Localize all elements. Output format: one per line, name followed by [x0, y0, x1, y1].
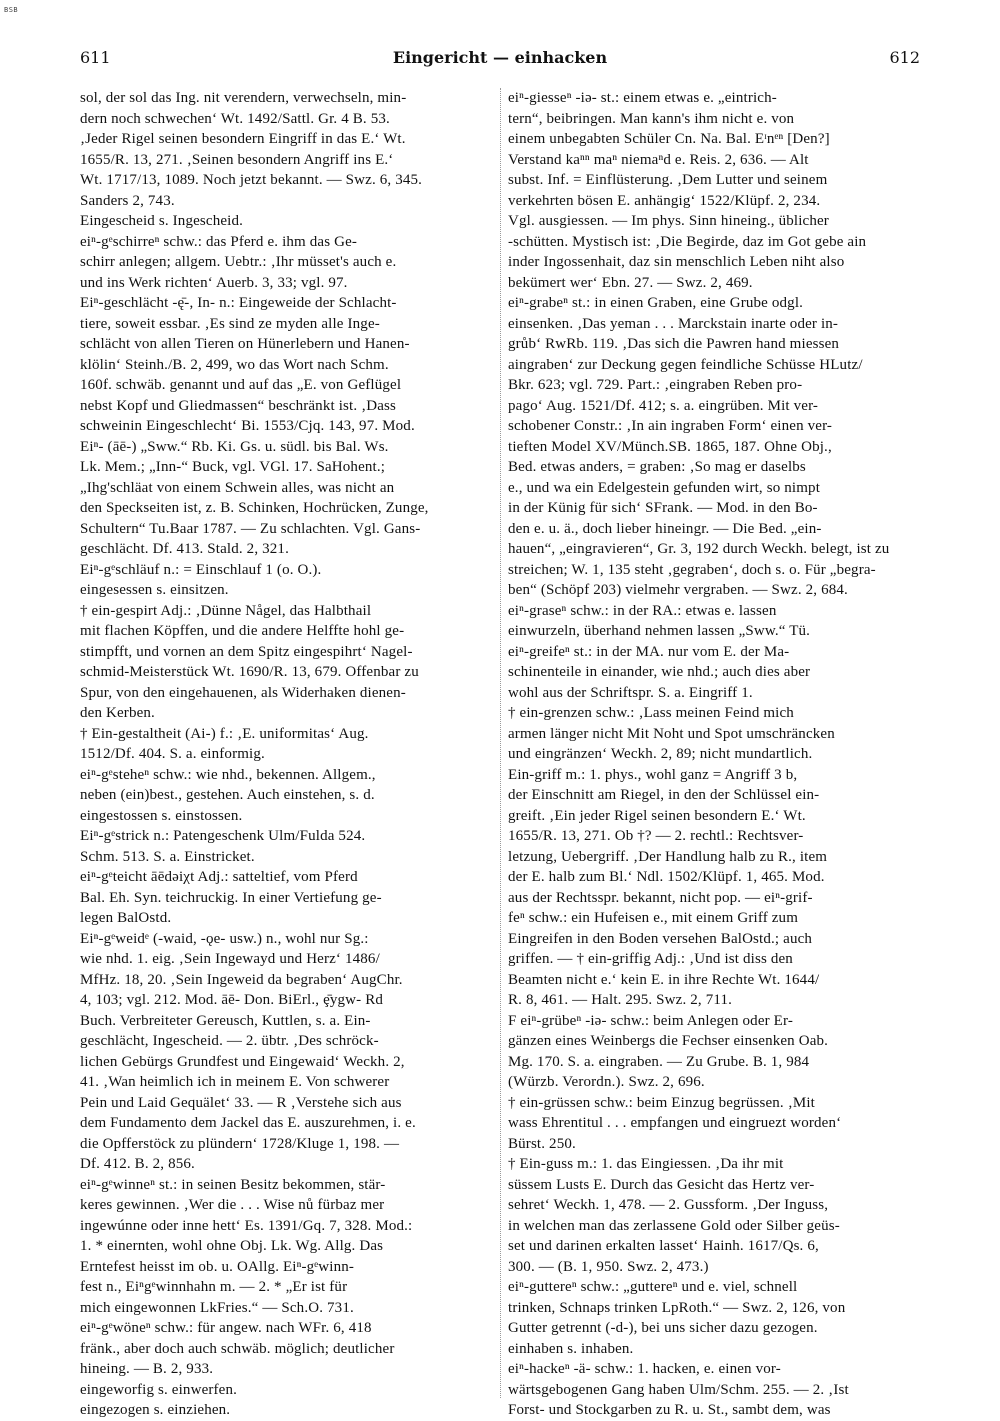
text-line: geschlächt, Ingescheid. — 2. übtr. ‚Des schröck-: [80, 1033, 379, 1049]
text-line: † Ein-guss m.: 1. das Eingiessen. ‚Da ihr mit: [508, 1156, 784, 1172]
text-line: sehret‘ Weckh. 1, 478. — 2. Gussform. ‚Der Inguss,: [508, 1197, 829, 1213]
text-line: tieften Model XV/Münch.SB. 1865, 187. Ohne Obj.,: [508, 438, 832, 455]
text-line: geschlächt. Df. 413. Stald. 2, 321.: [80, 541, 289, 557]
text-line: eiⁿ-gᵉteicht āēdəiχt Adj.: satteltief, vom Pferd: [80, 869, 358, 885]
text-line: schmid-Meisterstück Wt. 1690/R. 13, 679. Offenbar zu: [80, 664, 419, 680]
text-line: R. 8, 461. — Halt. 295. Swz. 2, 711.: [508, 992, 733, 1008]
text-line: feⁿ schw.: ein Hufeisen e., mit einem Griff zum: [508, 910, 799, 926]
text-line: Eiⁿ-gᵉweidᵉ (-waid, -ǫe- usw.) n., wohl nur Sg.:: [80, 930, 369, 947]
text-line: legen BalOstd.: [80, 910, 172, 926]
text-line: 160f. schwäb. genannt und auf das „E. von Geflügel: [80, 377, 402, 393]
text-line: Eiⁿ-gᵉstrick n.: Patengeschenk Ulm/Fulda 524.: [80, 828, 366, 844]
text-line: letzung, Uebergriff. ‚Der Handlung halb zu R., item: [508, 848, 828, 865]
text-line: e., und wa ein Edelgestein gefunden wirt, so nimpt: [508, 479, 821, 496]
right-column: [508, 88, 920, 1421]
text-line: eiⁿ-gᵉwinneⁿ st.: in seinen Besitz bekommen, stär-: [80, 1176, 386, 1193]
text-line: Verstand kaⁿⁿ maⁿ niemaⁿd e. Reis. 2, 636. — Alt: [508, 151, 809, 168]
text-line: fest n., Eiⁿgᵉwinnhahn m. — 2. * „Er ist für: [80, 1279, 348, 1295]
text-line: griffen. — † ein-griffig Adj.: ‚Und ist diss den: [508, 951, 793, 967]
text-line: eiⁿ-graseⁿ schw.: in der RA.: etwas e. lassen: [508, 602, 777, 619]
text-line: hauen“, „eingravieren“, Gr. 3, 192 durch Weckh. belegt, ist zu: [508, 541, 890, 557]
text-line: den Kerben.: [80, 705, 155, 721]
text-line: trinken, Schnaps trinken LpRoth.“ — Swz. 2, 126, von: [508, 1299, 846, 1316]
text-line: wärtsgebogenen Gang haben Ulm/Schm. 255. — 2. ‚Ist: [508, 1381, 849, 1398]
text-line: 41. ‚Wan heimlich ich in meinem E. Von schwerer: [80, 1074, 390, 1090]
text-line: wie nhd. 1. eig. ‚Sein Ingewayd und Herz‘ 1486/: [80, 951, 380, 967]
text-line: eingestossen s. einstossen.: [80, 807, 243, 824]
text-line: schinenteile in einander, wie nhd.; auch dies aber: [508, 664, 811, 680]
text-line: Bed. etwas anders, = graben: ‚So mag er daselbs: [508, 459, 806, 475]
text-line: Schultern“ Tu.Baar 1787. — Zu schlachten. Vgl. Gans-: [80, 520, 421, 537]
page-header: [80, 48, 920, 72]
text-line: set und darinen erkalten lasset‘ Hainh. 1617/Qs. 6,: [508, 1238, 819, 1254]
text-line: lichen Gebürgs Grundfest und Eingewaid‘ Weckh. 2,: [80, 1053, 405, 1070]
text-line: Beamten nicht e.‘ kein E. in ihre Rechte Wt. 1644/: [508, 971, 820, 988]
text-line: der E. halb zum Bl.‘ Ndl. 1502/Klüpf. 1, 465. Mod.: [508, 869, 825, 885]
text-line: aingraben‘ zur Deckung gegen feindliche Schüsse HLutz/: [508, 356, 863, 373]
text-line: F eiⁿ-grübeⁿ -iə- schw.: beim Anlegen oder Er-: [508, 1012, 793, 1029]
text-line: Spur, von den eingehauenen, als Widerhaken dienen-: [80, 684, 406, 701]
text-line: Pein und Laid Gequälet‘ 33. — R ‚Verstehe sich aus: [80, 1094, 402, 1111]
text-line: und eingränzen‘ Weckh. 2, 89; nicht mundartlich.: [508, 746, 813, 762]
text-line: † ein-gespirt Adj.: ‚Dünne Någel, das Halbthail: [80, 602, 372, 619]
text-line: dem Fundamento dem Jackel das E. auszurehmen, i. e.: [80, 1115, 416, 1131]
text-line: einsenken. ‚Das yeman . . . Marckstain inarte oder in-: [508, 315, 839, 332]
text-line: keres gewinnen. ‚Wer die . . . Wise nů fürbaz mer: [80, 1197, 385, 1213]
text-line: „Ihg'schläat von einem Schwein alles, was nicht an: [80, 479, 395, 496]
text-line: süssem Lusts E. Durch das Gesicht das Hertz ver-: [508, 1176, 815, 1193]
text-line: Lk. Mem.; „Inn-“ Buck, vgl. VGl. 17. SaHohent.;: [80, 459, 386, 475]
text-line: Bal. Eh. Syn. teichruckig. In einer Vertiefung ge-: [80, 889, 382, 906]
text-line: Buch. Verbreiteter Gereusch, Kuttlen, s. a. Ein-: [80, 1012, 371, 1029]
text-line: sol, der sol das Ing. nit verendern, verwechseln, min-: [80, 90, 407, 106]
text-line: grůb‘ RwRb. 119. ‚Das sich die Pawren hand miessen: [508, 336, 840, 352]
text-line: eingesessen s. einsitzen.: [80, 582, 229, 598]
text-line: wass Ehrentitul . . . empfangen und eingruezt worden‘: [508, 1115, 842, 1131]
text-line: tiere, soweit essbar. ‚Es sind ze myden alle Inge-: [80, 315, 380, 332]
text-line: subst. Inf. = Einflüsterung. ‚Dem Lutter und seinem: [508, 172, 828, 188]
text-line: greift. ‚Ein jeder Rigel seinen besondern E.‘ Wt.: [508, 807, 806, 824]
text-line: Eingreifen in den Boden versehen BalOstd.; auch: [508, 930, 813, 947]
text-line: Mg. 170. S. a. eingraben. — Zu Grube. B. 1, 984: [508, 1053, 810, 1070]
text-line: stimpfft, und vornen an dem Spitz eingespihrt‘ Nagel-: [80, 643, 413, 660]
text-line: tern“, beibringen. Man kann's ihm nicht e. von: [508, 110, 795, 127]
text-line: klölin‘ Steinh./B. 2, 499, wo das Wort nach Schm.: [80, 356, 389, 373]
text-line: den e. u. ä., doch lieber hineingr. — Die Bed. „ein-: [508, 520, 822, 537]
page-number-right: 612: [889, 48, 920, 67]
text-line: eiⁿ-hackeⁿ -ä- schw.: 1. hacken, e. einen vor-: [508, 1361, 781, 1377]
text-line: Eiⁿ- (āē-) „Sww.“ Rb. Ki. Gs. u. südl. bis Bal. Ws.: [80, 438, 389, 455]
text-line: Vgl. ausgiessen. — Im phys. Sinn hineing., üblicher: [508, 213, 829, 229]
text-line: armen länger nicht Mit Noht und Spot umschräncken: [508, 725, 835, 742]
text-line: fränk., aber doch auch schwäb. möglich; deutlicher: [80, 1340, 395, 1357]
text-line: in welchen man das zerlassene Gold oder Silber geüs-: [508, 1217, 840, 1234]
text-line: schlächt von allen Tieren on Hünerlebern und Hanen-: [80, 336, 410, 352]
text-line: Forst- und Stockgarben zu R. u. St., sambt dem, was: [508, 1402, 831, 1418]
text-line: mit flachen Köpffen, und die andere Helffte hohl ge-: [80, 623, 405, 639]
text-line: gänzen eines Weinbergs die Fechser einsenken Oab.: [508, 1033, 829, 1049]
text-line: † ein-grenzen schw.: ‚Lass meinen Feind mich: [508, 705, 794, 721]
text-line: eiⁿ-gᵉsteheⁿ schw.: wie nhd., bekennen. Allgem.,: [80, 766, 376, 783]
text-line: ben“ (Schöpf 203) vielmehr vergraben. — Swz. 2, 684.: [508, 582, 848, 598]
text-line: dern noch schwechen‘ Wt. 1492/Sattl. Gr. 4 B. 53.: [80, 110, 390, 127]
text-line: den Speckseiten ist, z. B. Schinken, Hochrücken, Zunge,: [80, 500, 429, 516]
text-line: MfHz. 18, 20. ‚Sein Ingeweid da begraben‘ AugChr.: [80, 971, 403, 988]
page-number-left: 611: [80, 48, 111, 67]
text-line: der Einschnitt am Riegel, in den der Schlüssel ein-: [508, 787, 820, 803]
text-line: bekümert wer‘ Ebn. 27. — Swz. 2, 469.: [508, 274, 753, 291]
text-line: Bkr. 623; vgl. 729. Part.: ‚eingraben Reben pro-: [508, 377, 803, 393]
text-line: schirr anlegen; allgem. Uebtr.: ‚Ihr müsset's auch e.: [80, 254, 397, 270]
text-line: eiⁿ-gᵉwöneⁿ schw.: für angew. nach WFr. 6, 418: [80, 1320, 372, 1336]
text-line: eingeworfig s. einwerfen.: [80, 1381, 238, 1398]
text-line: Erntefest heisst im ob. u. OAllg. Eiⁿ-gᵉwinn-: [80, 1258, 355, 1275]
text-line: eiⁿ-gᵉschirreⁿ schw.: das Pferd e. ihm das Ge-: [80, 233, 358, 250]
text-line: Eingescheid s. Ingescheid.: [80, 213, 244, 229]
text-line: Bürst. 250.: [508, 1135, 576, 1152]
text-line: Sanders 2, 743.: [80, 192, 175, 209]
text-line: (Würzb. Verordn.). Swz. 2, 696.: [508, 1074, 705, 1090]
text-line: Ein-griff m.: 1. phys., wohl ganz = Angriff 3 b,: [508, 766, 798, 783]
text-line: eiⁿ-greifeⁿ st.: in der MA. nur vom E. der Ma-: [508, 643, 790, 660]
text-line: eingezogen s. einziehen.: [80, 1402, 231, 1418]
text-line: eiⁿ-giesseⁿ -iə- st.: einem etwas e. „eintrich-: [508, 90, 777, 106]
text-line: Gutter getrennt (-d-), bei uns sicher dazu gezogen.: [508, 1320, 818, 1336]
text-line: inder Ingossenhait, daz sin menschlich Leben niht also: [508, 254, 845, 270]
text-line: 4, 103; vgl. 212. Mod. āē- Don. BiErl., ȩ̄ygw- Rd: [80, 992, 384, 1008]
text-line: ingewúnne oder inne hett‘ Es. 1391/Gq. 7, 328. Mod.:: [80, 1217, 413, 1234]
text-line: in der Künig für sich‘ SFrank. — Mod. in den Bo-: [508, 500, 818, 516]
text-line: und ins Werk richten‘ Auerb. 3, 33; vgl. 97.: [80, 274, 348, 291]
text-line: verkehrten bösen E. anhängig‘ 1522/Klüpf. 2, 234.: [508, 192, 821, 209]
text-line: eiⁿ-grabeⁿ st.: in einen Graben, eine Grube odgl.: [508, 295, 804, 311]
library-stamp: BSB: [4, 6, 19, 14]
text-line: hineing. — B. 2, 933.: [80, 1361, 214, 1377]
column-divider: [500, 88, 501, 1398]
text-line: 300. — (B. 1, 950. Swz. 2, 473.): [508, 1258, 709, 1275]
text-line: 1655/R. 13, 271. Ob †? — 2. rechtl.: Rechtsver-: [508, 828, 804, 844]
text-line: 1655/R. 13, 271. ‚Seinen besondern Angriff ins E.‘: [80, 151, 394, 168]
text-line: eiⁿ-guttereⁿ schw.: „guttereⁿ und e. viel, schnell: [508, 1279, 798, 1295]
text-line: neben (ein)best., gestehen. Auch einstehen, s. d.: [80, 787, 375, 803]
text-line: nebst Kopf und Gliedmassen“ beschränkt ist. ‚Dass: [80, 397, 397, 414]
text-line: schobener Constr.: ‚In ain ingraben Form‘ einen ver-: [508, 418, 833, 434]
text-line: einhaben s. inhaben.: [508, 1340, 634, 1357]
text-line: einwurzeln, überhand nehmen lassen „Sww.“ Tü.: [508, 623, 811, 639]
text-line: † ein-grüssen schw.: beim Einzug begrüssen. ‚Mit: [508, 1094, 816, 1111]
text-line: Df. 412. B. 2, 856.: [80, 1156, 195, 1172]
text-line: die Opfferstöck zu plündern‘ 1728/Kluge 1, 198. —: [80, 1135, 400, 1152]
left-column: [80, 88, 500, 1421]
text-line: Wt. 1717/13, 1089. Noch jetzt bekannt. — Swz. 6, 345.: [80, 172, 423, 188]
text-line: pago‘ Aug. 1521/Df. 412; s. a. eingrüben. Mit ver-: [508, 397, 819, 414]
text-line: einem unbegabten Schüler Cn. Na. Bal. Eᶦnᵉⁿ [Den?]: [508, 131, 830, 147]
text-line: aus der Rechtsspr. bekannt, nicht pop. — eiⁿ-grif-: [508, 889, 813, 906]
text-line: † Ein-gestaltheit (Ai-) f.: ‚E. uniformitas‘ Aug.: [80, 725, 369, 742]
text-line: schweinin Eingeschlecht‘ Bi. 1553/Cjq. 143, 97. Mod.: [80, 418, 415, 434]
text-line: Eiⁿ-gᵉschläuf n.: = Einschlauf 1 (o. O.).: [80, 561, 322, 578]
text-line: ‚Jeder Rigel seinen besondern Eingriff in das E.‘ Wt.: [80, 131, 406, 147]
text-line: -schütten. Mystisch ist: ‚Die Begirde, daz im Got gebe ain: [508, 233, 867, 250]
text-line: streichen; W. 1, 135 steht ‚gegraben‘, doch s. o. Für „begra-: [508, 561, 876, 578]
text-line: wohl aus der Schriftspr. S. a. Eingriff 1.: [508, 684, 753, 701]
text-line: 1. * einernten, wohl ohne Obj. Lk. Wg. Allg. Das: [80, 1238, 384, 1254]
text-line: mich eingewonnen LkFries.“ — Sch.O. 731.: [80, 1299, 354, 1316]
text-line: 1512/Df. 404. S. a. einformig.: [80, 746, 265, 762]
running-title: Eingericht — einhacken: [392, 48, 608, 67]
text-line: Schm. 513. S. a. Einstricket.: [80, 848, 255, 865]
text-line: Eiⁿ-geschlächt -ę̄-, In- n.: Eingeweide der Schlacht-: [80, 295, 397, 311]
